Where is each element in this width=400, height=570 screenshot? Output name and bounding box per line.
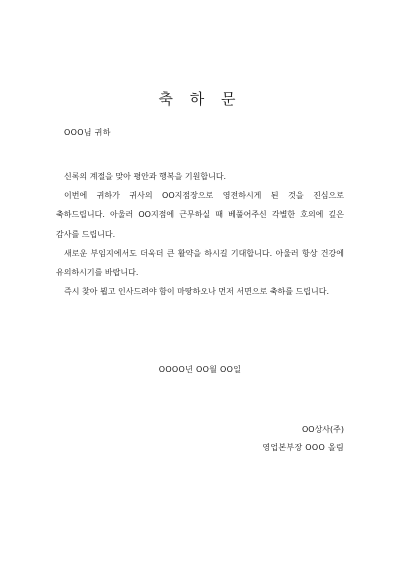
body-paragraph: 이번에 귀하가 귀사의 OO지점장으로 영전하시게 된 것을 진심으로 축하드립니다. 아울러 OO지점에 근무하실 때 베풀어주신 각별한 호의에 깊은 감사를 드립니다. xyxy=(56,191,344,239)
recipient-line: OOO님 귀하 xyxy=(64,128,111,137)
letter-body xyxy=(56,167,344,301)
sender-signature-line: 영업본부장 OOO 올림 xyxy=(262,443,344,452)
body-paragraph: 신록의 계절을 맞아 평안과 행복을 기원합니다. xyxy=(64,172,227,181)
document-title: 축 하 문 xyxy=(158,90,242,108)
body-paragraph: 새로운 부임지에서도 더욱더 큰 활약을 하시길 기대합니다. 아울러 항상 건강에 유의하시기를 바랍니다. xyxy=(56,248,344,278)
body-paragraph: 즉시 찾아 뵙고 인사드려야 함이 마땅하오나 먼저 서면으로 축하를 드립니다. xyxy=(64,287,329,297)
document-date: OOOO년 OO월 OO일 xyxy=(158,365,242,374)
sender-company: OO상사(주) xyxy=(301,425,344,434)
